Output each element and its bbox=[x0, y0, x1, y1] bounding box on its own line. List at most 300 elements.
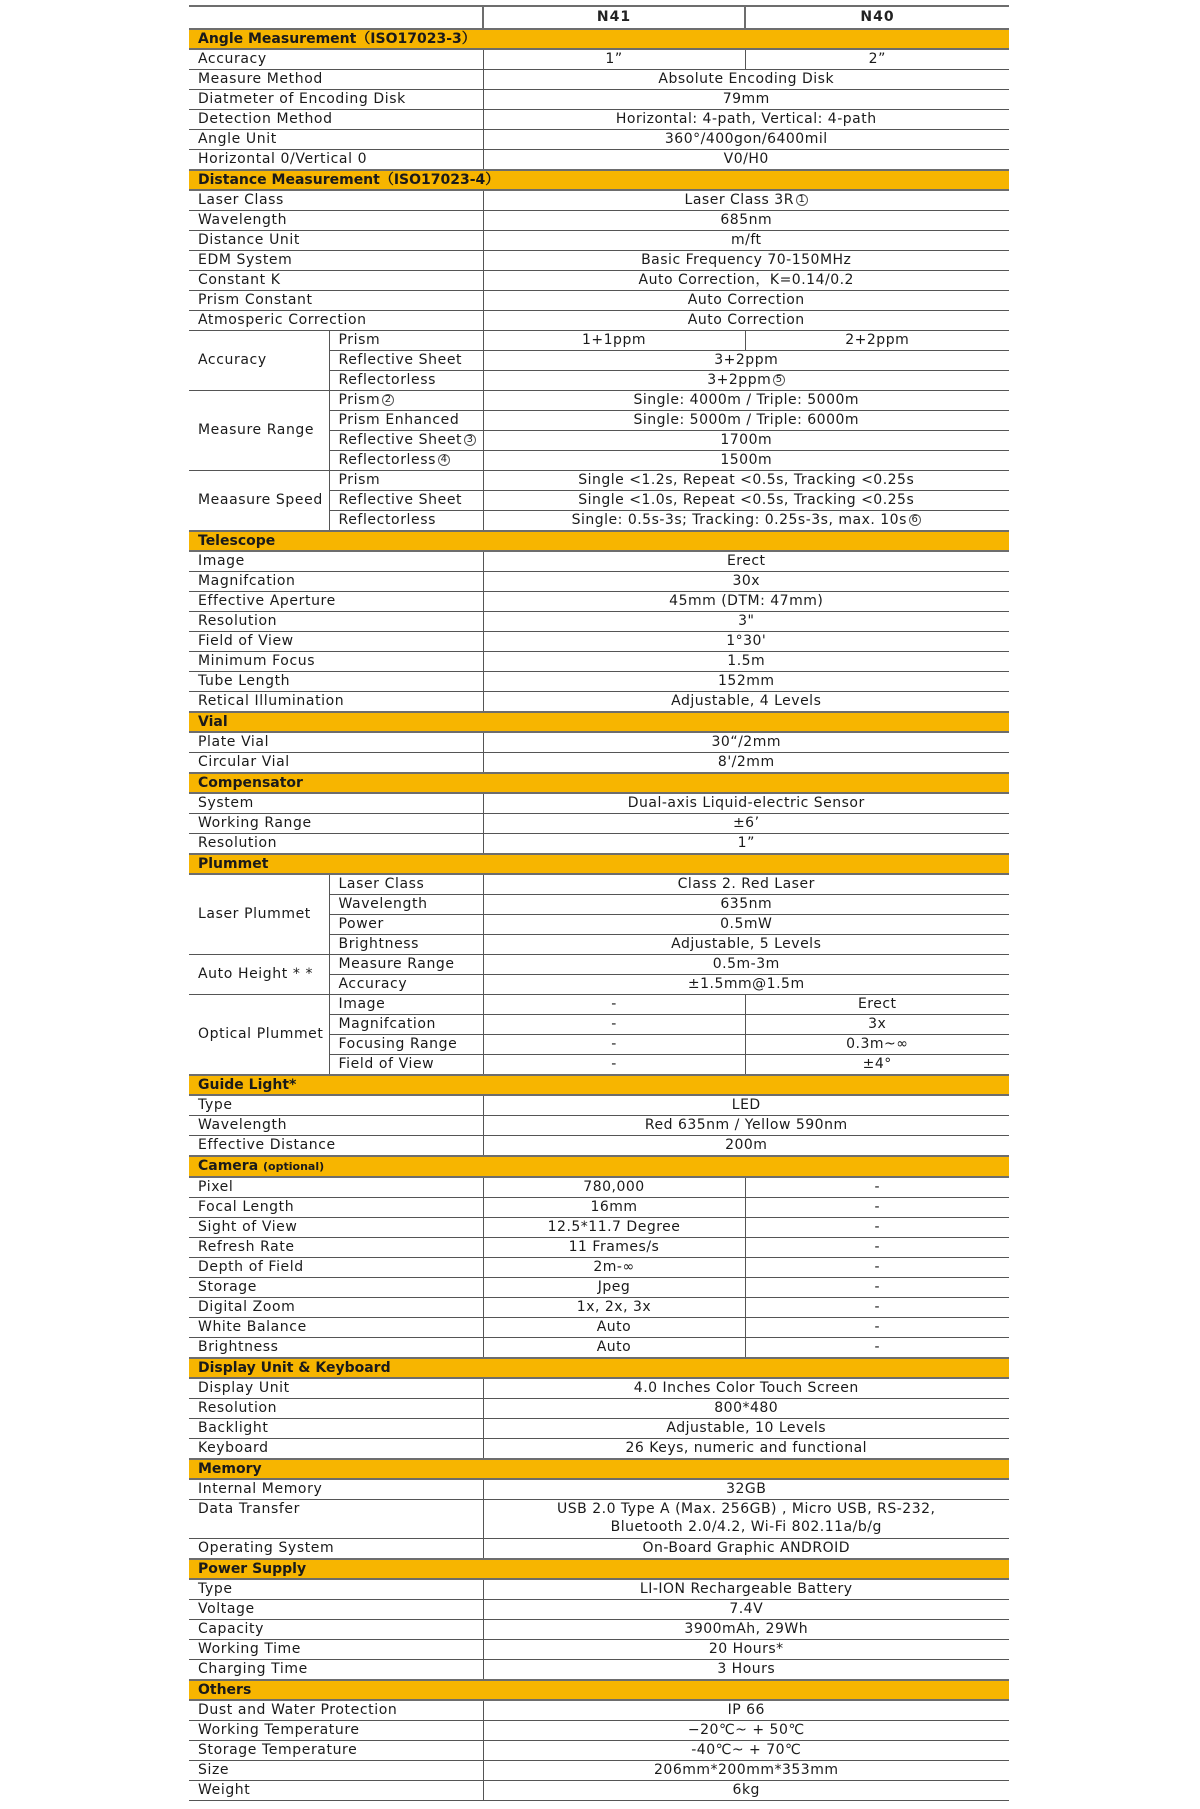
spec-value-n41: - bbox=[483, 1015, 745, 1035]
spec-value-text: 79mm bbox=[722, 91, 770, 107]
spec-label: Capacity bbox=[189, 1620, 483, 1640]
spec-value-text: Auto Correction，K=0.14/0.2 bbox=[638, 272, 854, 288]
spec-value-text: ±1.5mm@1.5m bbox=[687, 976, 805, 992]
spec-row bbox=[189, 70, 1009, 90]
spec-sublabel bbox=[329, 955, 483, 975]
spec-label: Detection Method bbox=[189, 110, 483, 130]
section-header bbox=[189, 1459, 1009, 1479]
spec-group-label: Laser Plummet bbox=[189, 874, 329, 955]
spec-value-text: Dual-axis Liquid-electric Sensor bbox=[627, 795, 865, 811]
spec-value-text: 1700m bbox=[720, 432, 773, 448]
spec-label: Sight of View bbox=[189, 1218, 483, 1238]
section-header bbox=[189, 170, 1009, 190]
spec-value-text: 800*480 bbox=[714, 1400, 779, 1416]
spec-value bbox=[483, 351, 1009, 371]
spec-row bbox=[189, 793, 1009, 814]
spec-sublabel-text: Reflective Sheet bbox=[338, 492, 463, 508]
spec-value-n41: - bbox=[483, 1055, 745, 1076]
spec-value bbox=[483, 110, 1009, 130]
spec-value bbox=[483, 1095, 1009, 1116]
spec-sublabel bbox=[329, 351, 483, 371]
spec-sublabel bbox=[329, 1035, 483, 1055]
spec-value bbox=[483, 551, 1009, 572]
spec-value bbox=[483, 150, 1009, 171]
spec-label: EDM System bbox=[189, 251, 483, 271]
spec-value bbox=[483, 612, 1009, 632]
spec-subrow bbox=[189, 874, 1009, 895]
spec-value-n40: - bbox=[745, 1177, 1009, 1198]
spec-value-text: 3+2ppm bbox=[714, 352, 779, 368]
spec-row bbox=[189, 834, 1009, 855]
spec-row bbox=[189, 271, 1009, 291]
spec-value-text: Single: 4000m / Triple: 5000m bbox=[633, 392, 860, 408]
spec-sublabel bbox=[329, 391, 483, 411]
spec-value-text: 206mm*200mm*353mm bbox=[654, 1762, 839, 1778]
spec-value-text: 26 Keys, numeric and functional bbox=[625, 1440, 868, 1456]
footnote-marker: 3 bbox=[464, 434, 476, 446]
spec-value bbox=[483, 291, 1009, 311]
spec-value-text: 635nm bbox=[720, 896, 773, 912]
spec-label: Digital Zoom bbox=[189, 1298, 483, 1318]
section-title: Others bbox=[198, 1682, 252, 1698]
spec-value bbox=[483, 1761, 1009, 1781]
section-title-cell bbox=[189, 1459, 1009, 1479]
spec-value-text: 200m bbox=[725, 1137, 768, 1153]
spec-row bbox=[189, 1378, 1009, 1399]
section-header bbox=[189, 1156, 1009, 1177]
spec-value-text: 4.0 Inches Color Touch Screen bbox=[633, 1380, 859, 1396]
spec-value bbox=[483, 1700, 1009, 1721]
spec-sublabel bbox=[329, 1055, 483, 1076]
spec-value-text: 7.4V bbox=[729, 1601, 764, 1617]
spec-value bbox=[483, 1781, 1009, 1801]
spec-label: Depth of Field bbox=[189, 1258, 483, 1278]
spec-value-text: Single <1.0s, Repeat <0.5s, Tracking <0.25s bbox=[578, 492, 915, 508]
spec-row bbox=[189, 1177, 1009, 1198]
footnote-marker: 2 bbox=[382, 394, 394, 406]
spec-label: Circular Vial bbox=[189, 753, 483, 774]
spec-row bbox=[189, 1539, 1009, 1560]
spec-row bbox=[189, 814, 1009, 834]
spec-label: Atmosperic Correction bbox=[189, 311, 483, 331]
spec-row bbox=[189, 1620, 1009, 1640]
spec-value-n41: 2m-∞ bbox=[483, 1258, 745, 1278]
spec-row bbox=[189, 1781, 1009, 1801]
spec-value-text: V0/H0 bbox=[723, 151, 769, 167]
section-header bbox=[189, 29, 1009, 49]
spec-label: Weight bbox=[189, 1781, 483, 1801]
spec-label: Refresh Rate bbox=[189, 1238, 483, 1258]
spec-sublabel-text: Laser Class bbox=[338, 876, 425, 892]
spec-value-n41: 12.5*11.7 Degree bbox=[483, 1218, 745, 1238]
spec-value-n41: 1+1ppm bbox=[483, 331, 745, 351]
section-title: Memory bbox=[198, 1461, 262, 1477]
spec-label: Pixel bbox=[189, 1177, 483, 1198]
header-n41: N41 bbox=[483, 6, 745, 29]
spec-value bbox=[483, 1539, 1009, 1560]
spec-value-n41: 1” bbox=[483, 49, 745, 70]
spec-sublabel-text: Brightness bbox=[338, 936, 420, 952]
footnote-marker: 6 bbox=[909, 514, 921, 526]
section-title: Guide Light* bbox=[198, 1077, 297, 1093]
spec-value bbox=[483, 935, 1009, 955]
spec-label: Plate Vial bbox=[189, 732, 483, 753]
spec-value-text: On-Board Graphic ANDROID bbox=[642, 1540, 850, 1556]
spec-row bbox=[189, 1579, 1009, 1600]
section-title: Camera bbox=[198, 1158, 259, 1174]
section-title-cell bbox=[189, 531, 1009, 551]
spec-row bbox=[189, 1640, 1009, 1660]
spec-sublabel bbox=[329, 411, 483, 431]
spec-value-text: 45mm (DTM: 47mm) bbox=[669, 593, 824, 609]
spec-row bbox=[189, 291, 1009, 311]
spec-value bbox=[483, 652, 1009, 672]
spec-value bbox=[483, 732, 1009, 753]
spec-label: Dust and Water Protection bbox=[189, 1700, 483, 1721]
spec-row bbox=[189, 311, 1009, 331]
spec-value-text: Horizontal: 4-path, Vertical: 4-path bbox=[615, 111, 877, 127]
spec-label: Operating System bbox=[189, 1539, 483, 1560]
section-header bbox=[189, 531, 1009, 551]
spec-value-text: 3" bbox=[738, 613, 755, 629]
spec-row bbox=[189, 572, 1009, 592]
spec-label: Effective Distance bbox=[189, 1136, 483, 1157]
spec-row bbox=[189, 1479, 1009, 1500]
spec-label: Storage bbox=[189, 1278, 483, 1298]
spec-row bbox=[189, 1500, 1009, 1539]
section-title-cell bbox=[189, 1680, 1009, 1700]
spec-sublabel-text: Prism bbox=[338, 392, 381, 408]
spec-subrow bbox=[189, 331, 1009, 351]
spec-label: Size bbox=[189, 1761, 483, 1781]
section-title-cell bbox=[189, 1075, 1009, 1095]
section-title: Plummet bbox=[198, 856, 269, 872]
spec-label: Focal Length bbox=[189, 1198, 483, 1218]
spec-row bbox=[189, 1258, 1009, 1278]
spec-value-text: 1” bbox=[737, 835, 755, 851]
section-title-cell bbox=[189, 29, 1009, 49]
spec-sublabel-text: Field of View bbox=[338, 1056, 435, 1072]
section-title-cell bbox=[189, 1559, 1009, 1579]
spec-row bbox=[189, 1741, 1009, 1761]
spec-value-text: 1.5m bbox=[727, 653, 766, 669]
spec-sublabel-text: Reflectorless bbox=[338, 512, 437, 528]
spec-label: Working Temperature bbox=[189, 1721, 483, 1741]
spec-value bbox=[483, 1479, 1009, 1500]
spec-value bbox=[483, 1439, 1009, 1460]
spec-value bbox=[483, 491, 1009, 511]
spec-sublabel-text: Reflectorless bbox=[338, 372, 437, 388]
spec-value-text: 1500m bbox=[720, 452, 773, 468]
spec-row bbox=[189, 150, 1009, 171]
spec-value-n41: Auto bbox=[483, 1318, 745, 1338]
spec-sublabel-text: Image bbox=[338, 996, 386, 1012]
spec-value bbox=[483, 915, 1009, 935]
spec-value-text: 0.5mW bbox=[720, 916, 773, 932]
spec-label: Voltage bbox=[189, 1600, 483, 1620]
spec-row bbox=[189, 1238, 1009, 1258]
spec-row bbox=[189, 90, 1009, 110]
spec-value-n41: Jpeg bbox=[483, 1278, 745, 1298]
spec-row bbox=[189, 632, 1009, 652]
spec-value-n40: - bbox=[745, 1278, 1009, 1298]
spec-label: Field of View bbox=[189, 632, 483, 652]
section-header bbox=[189, 712, 1009, 732]
spec-value bbox=[483, 130, 1009, 150]
spec-sublabel bbox=[329, 431, 483, 451]
spec-label: Display Unit bbox=[189, 1378, 483, 1399]
header-blank-cell bbox=[189, 6, 483, 29]
spec-row bbox=[189, 1700, 1009, 1721]
spec-value bbox=[483, 451, 1009, 471]
spec-row bbox=[189, 231, 1009, 251]
spec-row bbox=[189, 1318, 1009, 1338]
spec-value-n41: 16mm bbox=[483, 1198, 745, 1218]
footnote-marker: 4 bbox=[438, 454, 450, 466]
spec-value bbox=[483, 834, 1009, 855]
spec-value bbox=[483, 70, 1009, 90]
spec-value-text: -40℃~ + 70℃ bbox=[691, 1742, 802, 1758]
spec-row bbox=[189, 130, 1009, 150]
spec-value-n40: 3x bbox=[745, 1015, 1009, 1035]
spec-value bbox=[483, 411, 1009, 431]
spec-value bbox=[483, 1600, 1009, 1620]
spec-label: Prism Constant bbox=[189, 291, 483, 311]
spec-value bbox=[483, 1399, 1009, 1419]
spec-sublabel bbox=[329, 995, 483, 1015]
spec-value-text: 20 Hours* bbox=[708, 1641, 784, 1657]
spec-value-text: m/ft bbox=[730, 232, 762, 248]
spec-value bbox=[483, 1620, 1009, 1640]
spec-row bbox=[189, 1761, 1009, 1781]
section-title-cell bbox=[189, 712, 1009, 732]
spec-value-n41: 11 Frames/s bbox=[483, 1238, 745, 1258]
spec-value bbox=[483, 874, 1009, 895]
spec-value-text: Laser Class 3R bbox=[684, 192, 794, 208]
spec-sublabel bbox=[329, 511, 483, 532]
spec-value-text: 1°30' bbox=[726, 633, 767, 649]
spec-value-text: Adjustable, 5 Levels bbox=[671, 936, 822, 952]
spec-value bbox=[483, 90, 1009, 110]
section-header bbox=[189, 1358, 1009, 1378]
spec-label: Working Range bbox=[189, 814, 483, 834]
spec-value-text: IP 66 bbox=[727, 1702, 765, 1718]
spec-sublabel-text: Reflective Sheet bbox=[338, 432, 463, 448]
spec-sublabel-text: Prism Enhanced bbox=[338, 412, 460, 428]
spec-row bbox=[189, 1419, 1009, 1439]
spec-label: Tube Length bbox=[189, 672, 483, 692]
spec-value bbox=[483, 975, 1009, 995]
spec-label: Keyboard bbox=[189, 1439, 483, 1460]
spec-label: Type bbox=[189, 1579, 483, 1600]
spec-sublabel bbox=[329, 874, 483, 895]
spec-label: Diatmeter of Encoding Disk bbox=[189, 90, 483, 110]
spec-value bbox=[483, 1640, 1009, 1660]
spec-label: Backlight bbox=[189, 1419, 483, 1439]
spec-sublabel-text: Accuracy bbox=[338, 976, 408, 992]
section-title: Power Supply bbox=[198, 1561, 307, 1577]
spec-label: Horizontal 0/Vertical 0 bbox=[189, 150, 483, 171]
spec-value bbox=[483, 231, 1009, 251]
spec-value bbox=[483, 895, 1009, 915]
spec-value-text: Auto Correction bbox=[687, 292, 805, 308]
spec-group-label: Meaasure Speed bbox=[189, 471, 329, 532]
spec-value-n40: 2” bbox=[745, 49, 1009, 70]
spec-value-text: 6kg bbox=[732, 1782, 760, 1798]
section-title: Angle Measurement（ISO17023-3） bbox=[198, 31, 476, 47]
spec-subrow bbox=[189, 391, 1009, 411]
spec-sublabel bbox=[329, 451, 483, 471]
spec-row bbox=[189, 1095, 1009, 1116]
spec-sublabel bbox=[329, 935, 483, 955]
spec-value bbox=[483, 1579, 1009, 1600]
spec-value bbox=[483, 1500, 1009, 1539]
spec-table bbox=[189, 5, 1009, 1801]
spec-value-text: LED bbox=[731, 1097, 761, 1113]
spec-label: White Balance bbox=[189, 1318, 483, 1338]
section-header bbox=[189, 1680, 1009, 1700]
spec-value bbox=[483, 271, 1009, 291]
spec-value-text: ±6’ bbox=[732, 815, 760, 831]
spec-label: Wavelength bbox=[189, 211, 483, 231]
spec-value-n40: 0.3m~∞ bbox=[745, 1035, 1009, 1055]
spec-value-text: 8'/2mm bbox=[717, 754, 775, 770]
spec-row bbox=[189, 1116, 1009, 1136]
spec-value-text: Adjustable, 4 Levels bbox=[671, 693, 822, 709]
spec-value bbox=[483, 592, 1009, 612]
spec-value bbox=[483, 793, 1009, 814]
spec-value-n40: - bbox=[745, 1238, 1009, 1258]
spec-value bbox=[483, 632, 1009, 652]
spec-row bbox=[189, 592, 1009, 612]
spec-value-n41: - bbox=[483, 995, 745, 1015]
footnote-marker: 5 bbox=[773, 374, 785, 386]
spec-value bbox=[483, 672, 1009, 692]
spec-subrow bbox=[189, 955, 1009, 975]
spec-row bbox=[189, 110, 1009, 130]
spec-value bbox=[483, 1378, 1009, 1399]
spec-value bbox=[483, 211, 1009, 231]
spec-value-n40: Erect bbox=[745, 995, 1009, 1015]
spec-sublabel bbox=[329, 975, 483, 995]
spec-row bbox=[189, 211, 1009, 231]
spec-sublabel bbox=[329, 1015, 483, 1035]
spec-value-n40: ±4° bbox=[745, 1055, 1009, 1076]
spec-value-text: Single: 5000m / Triple: 6000m bbox=[633, 412, 860, 428]
section-title-cell bbox=[189, 1358, 1009, 1378]
spec-row bbox=[189, 1278, 1009, 1298]
section-title-cell bbox=[189, 854, 1009, 874]
spec-value bbox=[483, 511, 1009, 532]
spec-sublabel bbox=[329, 371, 483, 391]
spec-value-text: Single: 0.5s-3s; Tracking: 0.25s-3s, max. 10s bbox=[571, 512, 907, 528]
spec-label: Accuracy bbox=[189, 49, 483, 70]
spec-row bbox=[189, 652, 1009, 672]
spec-sublabel bbox=[329, 331, 483, 351]
spec-sublabel bbox=[329, 491, 483, 511]
spec-value-n41: 780,000 bbox=[483, 1177, 745, 1198]
section-header bbox=[189, 773, 1009, 793]
spec-value-text: 360°/400gon/6400mil bbox=[664, 131, 828, 147]
spec-value bbox=[483, 1660, 1009, 1681]
spec-value bbox=[483, 371, 1009, 391]
spec-value bbox=[483, 311, 1009, 331]
spec-value bbox=[483, 1741, 1009, 1761]
spec-value bbox=[483, 955, 1009, 975]
spec-row bbox=[189, 1721, 1009, 1741]
spec-value-n41: - bbox=[483, 1035, 745, 1055]
spec-value-text: 30x bbox=[732, 573, 761, 589]
spec-sublabel-text: Wavelength bbox=[338, 896, 428, 912]
section-title: Compensator bbox=[198, 775, 303, 791]
spec-group-label: Optical Plummet bbox=[189, 995, 329, 1076]
spec-label: Angle Unit bbox=[189, 130, 483, 150]
spec-group-label: Auto Height * * bbox=[189, 955, 329, 995]
spec-value-line: Bluetooth 2.0/4.2, Wi-Fi 802.11a/b/g bbox=[610, 1519, 882, 1535]
spec-label: Storage Temperature bbox=[189, 1741, 483, 1761]
spec-sublabel bbox=[329, 471, 483, 491]
spec-row bbox=[189, 612, 1009, 632]
spec-label: Resolution bbox=[189, 1399, 483, 1419]
spec-label: Working Time bbox=[189, 1640, 483, 1660]
spec-value-text: LI-ION Rechargeable Battery bbox=[639, 1581, 853, 1597]
spec-value-text: 30“/2mm bbox=[711, 734, 781, 750]
spec-value bbox=[483, 1136, 1009, 1157]
table-header bbox=[189, 6, 1009, 29]
spec-value-n40: - bbox=[745, 1298, 1009, 1318]
header-n40: N40 bbox=[745, 6, 1009, 29]
spec-label: Type bbox=[189, 1095, 483, 1116]
spec-row bbox=[189, 551, 1009, 572]
spec-value bbox=[483, 431, 1009, 451]
section-title-cell bbox=[189, 773, 1009, 793]
spec-value bbox=[483, 190, 1009, 211]
spec-label: Measure Method bbox=[189, 70, 483, 90]
spec-value-line: USB 2.0 Type A (Max. 256GB) , Micro USB, RS-232, bbox=[557, 1501, 936, 1517]
spec-label: Resolution bbox=[189, 612, 483, 632]
spec-row bbox=[189, 1399, 1009, 1419]
spec-row bbox=[189, 1439, 1009, 1460]
spec-value-n41: Auto bbox=[483, 1338, 745, 1359]
spec-label: Resolution bbox=[189, 834, 483, 855]
spec-value-n40: 2+2ppm bbox=[745, 331, 1009, 351]
spec-label: Effective Aperture bbox=[189, 592, 483, 612]
spec-row bbox=[189, 1198, 1009, 1218]
spec-label: Brightness bbox=[189, 1338, 483, 1359]
spec-subrow bbox=[189, 995, 1009, 1015]
spec-value-text: 685nm bbox=[720, 212, 773, 228]
spec-row bbox=[189, 672, 1009, 692]
spec-row bbox=[189, 1298, 1009, 1318]
spec-value-text: Erect bbox=[726, 553, 766, 569]
spec-group-label: Accuracy bbox=[189, 331, 329, 391]
spec-sublabel-text: Focusing Range bbox=[338, 1036, 458, 1052]
spec-value bbox=[483, 251, 1009, 271]
section-title: Distance Measurement（ISO17023-4） bbox=[198, 172, 500, 188]
spec-value-text: −20℃~ + 50℃ bbox=[687, 1722, 805, 1738]
spec-sublabel-text: Magnifcation bbox=[338, 1016, 437, 1032]
spec-label: Wavelength bbox=[189, 1116, 483, 1136]
spec-row bbox=[189, 251, 1009, 271]
spec-label: System bbox=[189, 793, 483, 814]
spec-value-n40: - bbox=[745, 1258, 1009, 1278]
spec-label: Magnifcation bbox=[189, 572, 483, 592]
spec-value-text: Adjustable, 10 Levels bbox=[666, 1420, 827, 1436]
section-header bbox=[189, 854, 1009, 874]
spec-sublabel bbox=[329, 915, 483, 935]
spec-value bbox=[483, 391, 1009, 411]
spec-row bbox=[189, 190, 1009, 211]
